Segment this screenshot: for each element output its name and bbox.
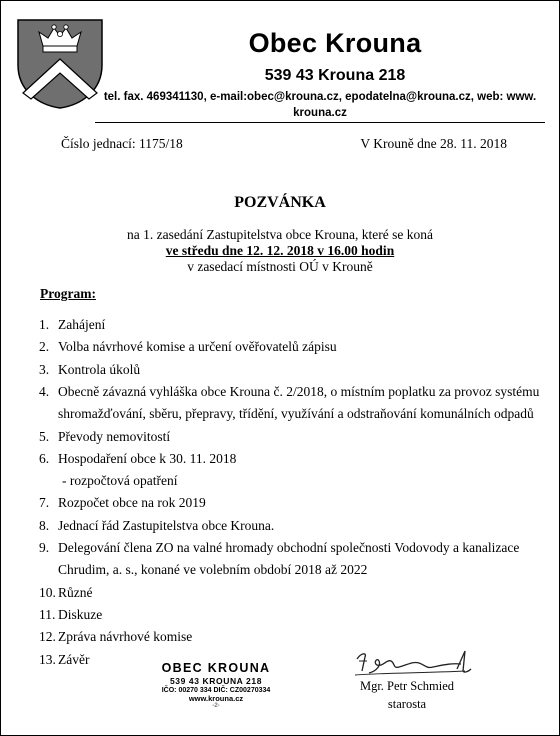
official-stamp [153, 661, 279, 709]
program-item-continuation: shromažďování, sběru, přepravy, třídění, využívání a odstraňování komunálních odpadů [58, 406, 534, 422]
program-item [39, 384, 539, 400]
program-item-number: 7. [39, 495, 50, 511]
program-item-number: 3. [39, 361, 50, 377]
program-item-number: 8. [39, 517, 50, 533]
place-and-date: V Krouně dne 28. 11. 2018 [360, 136, 507, 151]
program-item-number: 5. [39, 428, 50, 444]
program-item [39, 652, 89, 668]
signatory-name: Mgr. Petr Schmied [359, 679, 455, 693]
stamp-name: OBEC KROUNA [161, 661, 271, 675]
program-item-text: Delegování člena ZO na valné hromady obchodní společnosti Vodovody a kanalizace [58, 540, 520, 555]
program-item-number: 12. [39, 629, 56, 645]
program-item-text: Rozpočet obce na rok 2019 [58, 495, 206, 511]
program-item-text: Převody nemovitostí [58, 428, 171, 444]
program-item [39, 339, 337, 355]
program-item-text: Závěr [58, 651, 90, 667]
program-item-text: Zahájení [58, 317, 106, 332]
program-item [39, 451, 236, 467]
program-item-number: 9. [39, 540, 50, 555]
program-item-continuation: - rozpočtová opatření [62, 473, 178, 489]
program-item [39, 540, 519, 556]
municipality-name: Obec Krouna [248, 28, 422, 58]
meeting-location: v zasedací místnosti OÚ v Krouně [187, 259, 373, 274]
contact-line-1: tel. fax. 469341130, e-mail:obec@krouna.cz, epodatelna@krouna.cz, web: www. [103, 91, 537, 103]
meeting-date-time: ve středu dne 12. 12. 2018 v 16.00 hodin [165, 243, 395, 258]
contact-line-2: krouna.cz [293, 107, 347, 119]
program-item-number: 4. [39, 383, 50, 399]
program-item-text: Volba návrhové komise a určení ověřovatelů zápisu [58, 339, 337, 355]
program-heading: Program: [40, 286, 96, 301]
program-item-text: Jednací řád Zastupitelstva obce Krouna. [58, 517, 275, 533]
program-item [39, 518, 274, 534]
invitation-line-1: na 1. zasedání Zastupitelstva obce Krouna, které se koná [127, 227, 433, 242]
program-item-number: 11. [39, 606, 56, 622]
program-item-number: 1. [39, 317, 50, 332]
program-list [1, 1, 559, 735]
program-item-text: Kontrola úkolů [58, 361, 141, 377]
program-item-text: Různé [58, 584, 93, 600]
program-item-text: Obecně závazná vyhláška obce Krouna č. 2/2018, o místním poplatku za provoz systému [58, 383, 540, 399]
reference-number: Číslo jednací: 1175/18 [61, 136, 183, 151]
program-item-text: Hospodaření obce k 30. 11. 2018 [58, 450, 237, 466]
stamp-web: www.krouna.cz [188, 694, 244, 703]
handwritten-signature [353, 647, 483, 677]
municipality-address: 539 43 Krouna 218 [264, 67, 406, 84]
signatory-role: starosta [387, 697, 427, 711]
document-title: POZVÁNKA [234, 194, 326, 211]
program-item [39, 607, 102, 623]
stamp-ids: IČO: 00270 334 DIČ: CZ00270334 [161, 687, 271, 694]
program-item [39, 495, 206, 511]
program-item-continuation: Chrudim, a. s., konané ve volebním období 2018 až 2022 [58, 562, 368, 578]
program-item-text: Diskuze [58, 606, 103, 622]
program-item-number: 13. [39, 651, 56, 667]
program-item [39, 362, 140, 378]
program-item [39, 317, 105, 333]
program-item-number: 6. [39, 450, 50, 466]
program-item [39, 629, 192, 645]
program-item [39, 429, 170, 445]
program-item-number: 10. [39, 584, 56, 600]
stamp-mark: -2- [212, 703, 220, 709]
program-item-text: Zpráva návrhové komise [58, 629, 193, 645]
program-item-number: 2. [39, 339, 50, 355]
program-item [39, 585, 93, 601]
stamp-address: 539 43 KROUNA 218 [169, 676, 263, 686]
